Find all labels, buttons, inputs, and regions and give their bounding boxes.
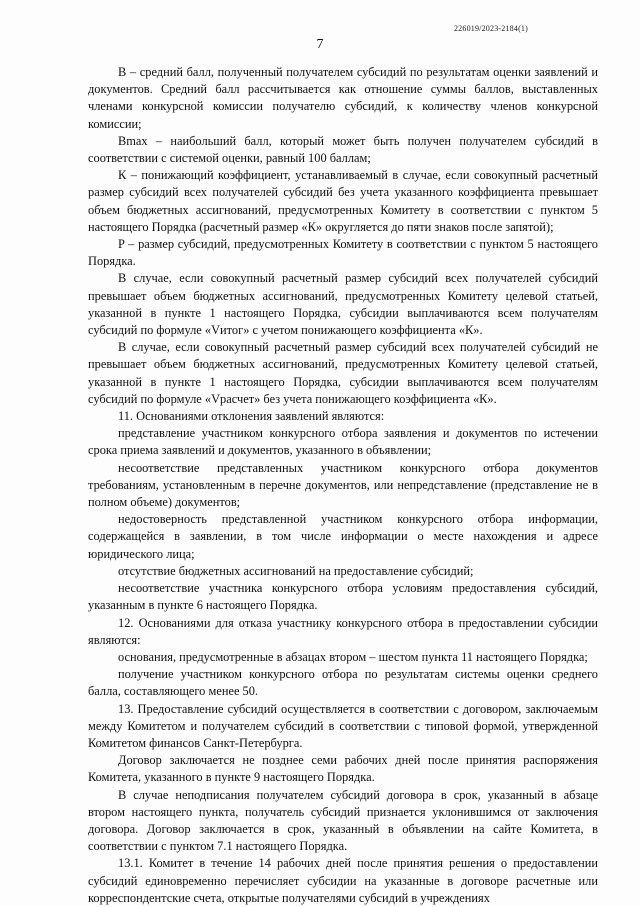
paragraph-exceeds-case: В случае, если совокупный расчетный размер субсидий всех получателей субсидий превышает объем бюджетных ассигнований, предусмотренных Комитету целевой статьей, указанной в пункте 1 настоящего Порядка, субсидии выплачиваются всем получателям субсидий по формуле «Vитог» с учетом понижающего коэффициента «К». bbox=[88, 271, 598, 338]
paragraph-definition-k: К – понижающий коэффициент, устанавливаемый в случае, если совокупный расчетный размер субсидий всех получателей субсидий без учета указанного коэффициента превышает объем бюджетных ассигнований, предусмотренных Комитету в соответствии с пунктом 5 настоящего Порядка (расчетный размер «К» округляется до пяти знаков после запятой); bbox=[88, 168, 598, 234]
paragraph-item-11-heading: 11. Основаниями отклонения заявлений являются: bbox=[118, 409, 385, 424]
paragraph-item-12-grounds: основания, предусмотренные в абзацах втором – шестом пункта 11 настоящего Порядка; bbox=[118, 649, 588, 664]
page-number: 7 bbox=[316, 37, 324, 52]
document-body bbox=[88, 64, 598, 907]
document-registration-number: 226019/2023-2184(1) bbox=[453, 24, 528, 33]
paragraph-item-13-contract-term: Договор заключается не позднее семи рабочих дней после принятия распоряжения Комитета, указанного в пункте 9 настоящего Порядка. bbox=[88, 753, 598, 785]
paragraph-item-13-1: 13.1. Комитет в течение 14 рабочих дней после принятия решения о предоставлении субсидий единовременно перечисляет субсидии на указанные в договоре расчетные или корреспондентские счета, открытые получателями субсидий в учреждениях bbox=[88, 856, 598, 905]
paragraph-item-13-evasion: В случае неподписания получателем субсидий договора в срок, указанный в абзаце втором настоящего пункта, получатель субсидий признается уклонившимся от заключения договора. Договор заключается в срок, указанный в объявлении на сайте Комитета, в соответствии с пунктом 7.1 настоящего Порядка. bbox=[88, 787, 598, 854]
paragraph-item-11-nonconformity: несоответствие представленных участником конкурсного отбора документов требованиям, установленным в перечне документов, или непредставление (представление не в полном объеме) документов; bbox=[88, 460, 598, 510]
paragraph-not-exceeds-case: В случае, если совокупный расчетный размер субсидий всех получателей субсидий не превышает объем бюджетных ассигнований, предусмотренных Комитету целевой статьей, указанной в пункте 1 настоящего Порядка, субсидии выплачиваются всем получателям субсидий по формуле «Vрасчет» без учета понижающего коэффициента «К». bbox=[88, 340, 598, 406]
paragraph-item-12-low-score: получение участником конкурсного отбора по результатам системы оценки среднего балла, составляющего менее 50. bbox=[88, 667, 598, 699]
paragraph-item-11-inaccuracy: недостоверность представленной участником конкурсного отбора информации, содержащейся в заявлении, в том числе информации о месте нахождения и адресе юридического лица; bbox=[88, 512, 598, 561]
paragraph-definition-bmax: Bmax – наибольший балл, который может быть получен получателем субсидий в соответствии с системой оценки, равный 100 баллам; bbox=[88, 133, 598, 166]
paragraph-item-11-no-budget: отсутствие бюджетных ассигнований на предоставление субсидий; bbox=[118, 563, 474, 578]
paragraph-item-11-conditions: несоответствие участника конкурсного отбора условиям предоставления субсидий, указанным в пункте 6 настоящего Порядка. bbox=[88, 581, 598, 613]
paragraph-item-11-late-submission: представление участником конкурсного отбора заявления и документов по истечении срока приема заявлений и документов, указанного в объявлении; bbox=[88, 426, 598, 458]
paragraph-item-12-heading: 12. Основаниями для отказа участнику конкурсного отбора в предоставлении субсидии являются: bbox=[88, 615, 598, 647]
paragraph-definition-b: B – средний балл, полученный получателем субсидий по результатам оценки заявлений и документов. Средний балл рассчитывается как отношение суммы баллов, выставленных членами конкурсной комиссии получателю субсидий, к количеству членов конкурсной комиссии; bbox=[88, 65, 598, 131]
paragraph-item-13: 13. Предоставление субсидий осуществляется в соответствии с договором, заключаемым между Комитетом и получателем субсидий в соответствии с типовой формой, утвержденной Комитетом финансов Санкт-Петербурга. bbox=[88, 701, 598, 750]
paragraph-definition-p: P – размер субсидий, предусмотренных Комитету в соответствии с пунктом 5 настоящего Порядка. bbox=[88, 237, 598, 269]
